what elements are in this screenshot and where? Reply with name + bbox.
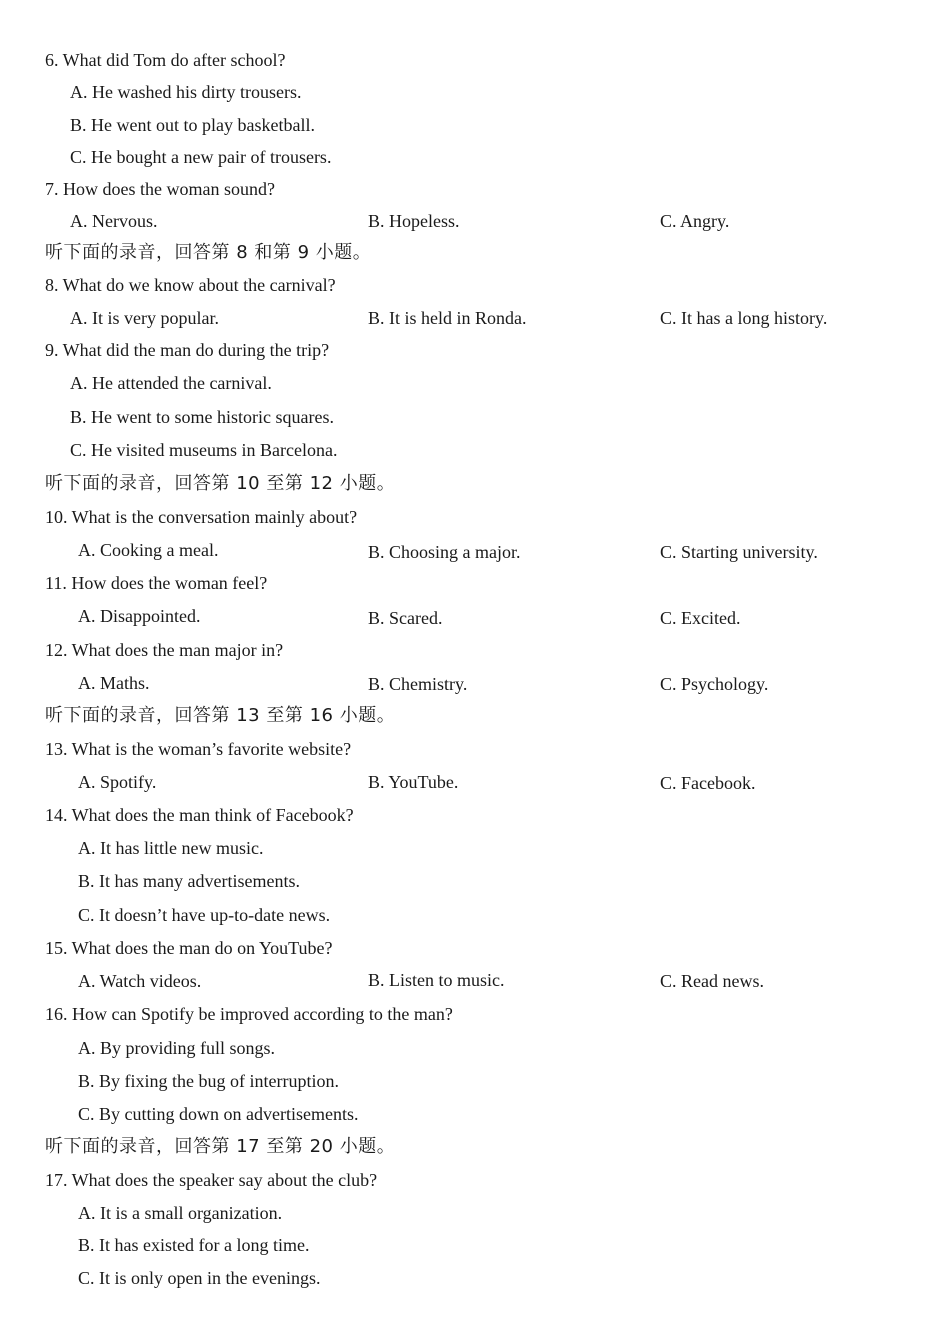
instruction-8-9: 听下面的录音，回答第 8 和第 9 小题。 [45,242,372,263]
question-11-option-c: C. Excited. [660,608,741,628]
instruction-10-12: 听下面的录音，回答第 10 至第 12 小题。 [45,473,396,494]
question-7-stem: 7. How does the woman sound? [45,179,275,199]
question-11-stem: 11. How does the woman feel? [45,573,268,593]
question-13-option-b: B. YouTube. [368,772,459,792]
question-16-stem: 16. How can Spotify be improved according to the man? [45,1004,453,1024]
question-17-stem: 17. What does the speaker say about the club? [45,1170,378,1190]
question-12-stem: 12. What does the man major in? [45,640,284,660]
question-16-option-a: A. By providing full songs. [78,1038,276,1058]
question-8-option-c: C. It has a long history. [660,308,828,328]
question-10-option-a: A. Cooking a meal. [78,540,219,560]
question-9-option-c: C. He visited museums in Barcelona. [70,440,338,460]
question-12-option-b: B. Chemistry. [368,674,468,694]
question-8-option-b: B. It is held in Ronda. [368,308,527,328]
question-14-option-c: C. It doesn’t have up-to-date news. [78,905,331,925]
instruction-17-20: 听下面的录音，回答第 17 至第 20 小题。 [45,1136,396,1157]
question-14-option-b: B. It has many advertisements. [78,871,300,891]
question-16-option-c: C. By cutting down on advertisements. [78,1104,359,1124]
question-10-option-b: B. Choosing a major. [368,542,521,562]
question-12-option-a: A. Maths. [78,673,150,693]
question-10-stem: 10. What is the conversation mainly about? [45,507,358,527]
question-6-option-a: A. He washed his dirty trousers. [70,82,302,102]
question-15-option-c: C. Read news. [660,971,764,991]
question-14-option-a: A. It has little new music. [78,838,264,858]
question-11-option-b: B. Scared. [368,608,443,628]
instruction-13-16: 听下面的录音，回答第 13 至第 16 小题。 [45,705,396,726]
question-15-option-a: A. Watch videos. [78,971,202,991]
question-6-option-b: B. He went out to play basketball. [70,115,315,135]
question-15-stem: 15. What does the man do on YouTube? [45,938,333,958]
question-7-option-c: C. Angry. [660,211,730,231]
question-9-stem: 9. What did the man do during the trip? [45,340,330,360]
question-17-option-b: B. It has existed for a long time. [78,1235,310,1255]
question-7-option-b: B. Hopeless. [368,211,460,231]
question-12-option-c: C. Psychology. [660,674,769,694]
question-15-option-b: B. Listen to music. [368,970,505,990]
question-13-option-a: A. Spotify. [78,772,157,792]
question-8-stem: 8. What do we know about the carnival? [45,275,336,295]
question-13-stem: 13. What is the woman’s favorite website? [45,739,352,759]
question-10-option-c: C. Starting university. [660,542,818,562]
question-8-option-a: A. It is very popular. [70,308,219,328]
question-17-option-a: A. It is a small organization. [78,1203,283,1223]
question-9-option-a: A. He attended the carnival. [70,373,272,393]
question-6-option-c: C. He bought a new pair of trousers. [70,147,332,167]
question-6-stem: 6. What did Tom do after school? [45,50,286,70]
question-9-option-b: B. He went to some historic squares. [70,407,334,427]
question-7-option-a: A. Nervous. [70,211,158,231]
question-13-option-c: C. Facebook. [660,773,756,793]
question-16-option-b: B. By fixing the bug of interruption. [78,1071,339,1091]
question-14-stem: 14. What does the man think of Facebook? [45,805,354,825]
question-11-option-a: A. Disappointed. [78,606,201,626]
question-17-option-c: C. It is only open in the evenings. [78,1268,321,1288]
